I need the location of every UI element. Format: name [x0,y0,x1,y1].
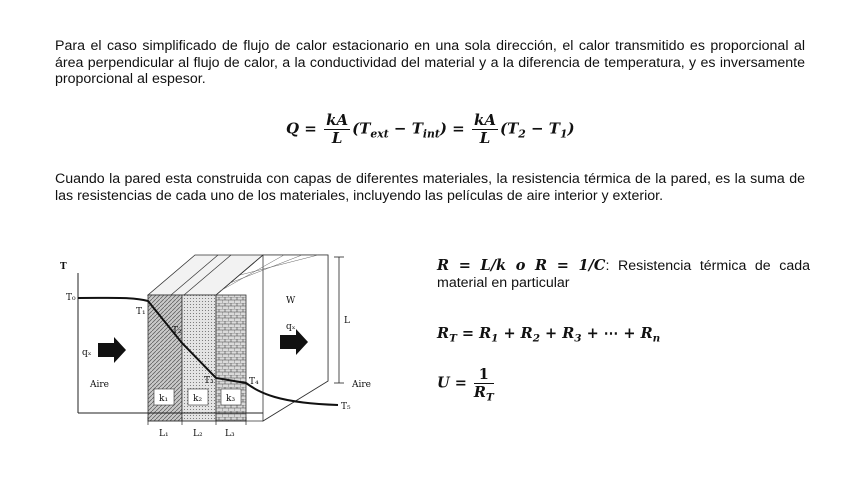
label-l2: L₂ [193,429,203,439]
total-resistance-equation: $R_T = R_1 + R_2 + R_3$ + ⋯ + $R_n$ [437,325,661,345]
label-t2: T₂ [172,326,182,336]
label-t5: T₅ [341,402,351,412]
label-qx-left: qₓ [82,348,92,358]
resistance-definition [437,258,810,291]
label-aire-left: Aire [90,380,110,390]
label-w: W [286,296,296,306]
resistance-description: : Resistencia térmica de cada material en particular [437,258,810,291]
label-t3: T₃ [204,376,214,386]
label-aire-right: Aire [352,380,372,390]
label-l: L [344,316,350,326]
heat-flux-equation: Q = $\frac{kA}{L}$ $(T_{ext} - T_{int})$ = $\frac{kA}{L}$ $(T_2 - T_1)$ [286,111,575,147]
label-t4: T₄ [249,377,259,387]
eq-fraction-2: $\frac{kA}{L}$ [473,111,496,147]
label-k2: k₂ [193,394,203,404]
resistance-formula: R = L/k o R = 1/C [437,257,606,274]
label-l3: L₃ [225,429,235,439]
label-k3: k₃ [226,394,236,404]
label-t1: T₁ [136,307,146,317]
wall-heat-flow-figure [48,243,414,461]
axis-t-label: T [60,262,67,272]
label-t0: T₀ [66,293,76,303]
eq-lhs: Q [286,119,300,138]
label-k1: k₁ [159,394,169,404]
u-fraction: $\frac{1}{R_T}$ [473,366,494,404]
layers-paragraph: Cuando la pared esta construida con capas de diferentes materiales, la resistencia térmica de la pared, es la suma de las resistencias de cada uno de los materiales, incluyendo las películas de aire interior y exterior. [55,171,805,204]
transmittance-equation: U = $\frac{1}{R_T}$ [437,366,494,404]
intro-paragraph: Para el caso simplificado de flujo de calor estacionario en una sola dirección, el calor transmitido es proporcional al área perpendicular al flujo de calor, a la conductividad del material y a la diferencia de temperatura, y es inversamente proporcional al espesor. [55,38,805,88]
eq-fraction-1: $\frac{kA}{L}$ [326,111,349,147]
label-qx-right: qₓ [286,322,296,332]
label-l1: L₁ [159,429,169,439]
